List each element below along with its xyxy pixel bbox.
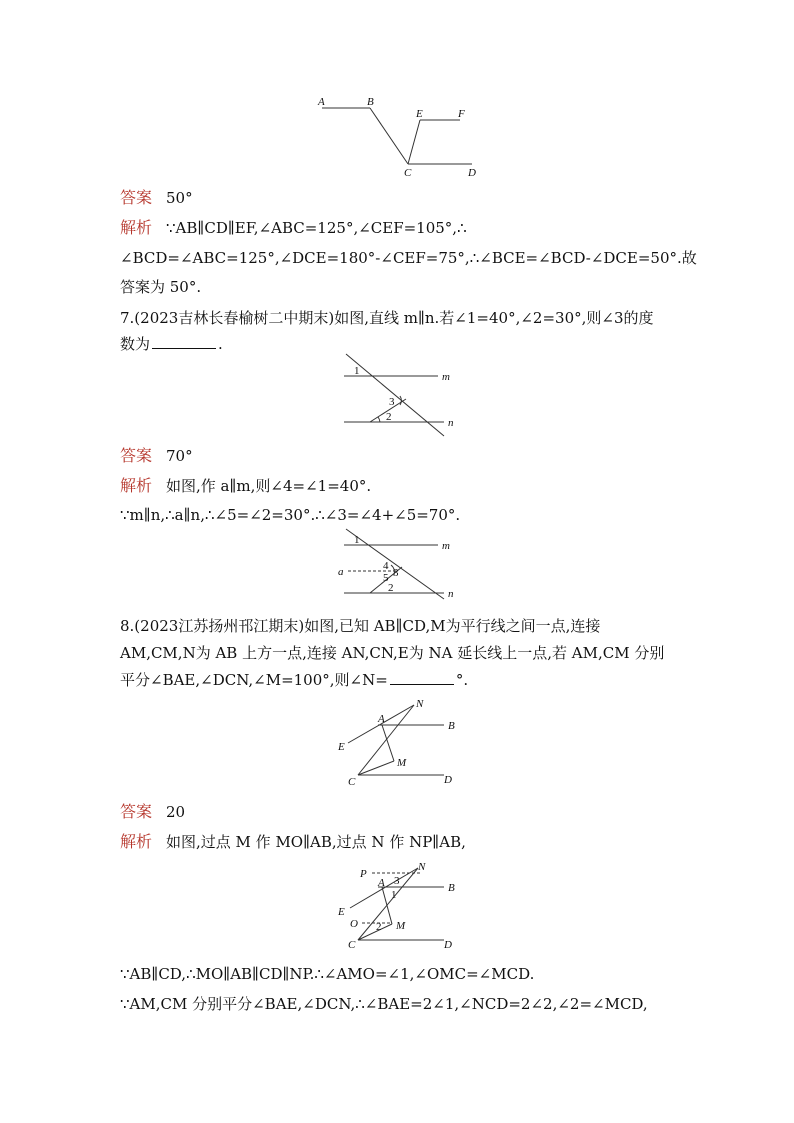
answer-value: 50°: [166, 189, 193, 207]
label-f: F: [458, 108, 465, 120]
line-m: m: [442, 371, 450, 383]
analysis-text: ∵AB∥CD∥EF,∠ABC=125°,∠CEF=105°,∴: [166, 219, 467, 237]
line-m: m: [442, 540, 450, 552]
angle-3: 3: [393, 567, 399, 579]
q8-answer: [120, 802, 185, 822]
q8-analysis-2: ∵AB∥CD,∴MO∥AB∥CD∥NP.∴∠AMO=∠1,∠OMC=∠MCD.: [120, 965, 535, 983]
label-a: A: [318, 96, 325, 108]
angle-4: 4: [383, 560, 389, 572]
figure-q8-solution: [334, 860, 464, 950]
stem-text: 数为: [120, 335, 151, 353]
answer-blank: [390, 670, 454, 685]
angle-2: 2: [386, 411, 392, 423]
label-a: A: [378, 713, 385, 725]
label-n: N: [416, 698, 424, 710]
label-d: D: [444, 774, 452, 786]
q8-stem-2: AM,CM,N为 AB 上方一点,连接 AN,CN,E为 NA 延长线上一点,若 AM,CM 分别: [120, 644, 665, 662]
line-a: a: [338, 566, 344, 578]
angle-3: 3: [389, 396, 395, 408]
angle-1: 1: [354, 365, 360, 377]
angle-2: 2: [388, 582, 394, 594]
analysis-tag: 解析: [120, 218, 153, 237]
answer-blank: [152, 334, 216, 349]
label-e: E: [338, 906, 345, 918]
angle-1: 1: [354, 534, 360, 546]
stem-end: .: [218, 335, 223, 353]
label-b: B: [448, 882, 455, 894]
label-d: D: [468, 167, 476, 179]
q8-analysis-3: ∵AM,CM 分别平分∠BAE,∠DCN,∴∠BAE=2∠1,∠NCD=2∠2,∠2=∠MCD,: [120, 995, 648, 1013]
answer-tag: 答案: [120, 188, 153, 207]
label-c: C: [348, 776, 356, 788]
q7-analysis-1: [120, 476, 371, 496]
label-c: C: [348, 939, 356, 951]
label-m: M: [397, 757, 407, 769]
label-c: C: [404, 167, 412, 179]
q8-stem-1: 8.(2023江苏扬州邗江期末)如图,已知 AB∥CD,M为平行线之间一点,连接: [120, 617, 601, 635]
q7-stem-1: 7.(2023吉林长春榆树二中期末)如图,直线 m∥n.若∠1=40°,∠2=30°,则∠3的度: [120, 309, 654, 327]
angle-3: 3: [394, 875, 400, 887]
analysis-text: 如图,过点 M 作 MO∥AB,过点 N 作 NP∥AB,: [166, 833, 466, 851]
answer-value: 70°: [166, 447, 193, 465]
figure-q7-solution: [334, 527, 470, 601]
angle-5: 5: [383, 572, 389, 584]
analysis-tag: 解析: [120, 832, 153, 851]
answer-value: 20: [166, 803, 186, 821]
angle-1: 1: [391, 889, 397, 901]
label-e: E: [338, 741, 345, 753]
q6-answer: [120, 188, 193, 208]
label-m: M: [396, 920, 406, 932]
q6-analysis-1: [120, 218, 467, 238]
label-e: E: [416, 108, 423, 120]
label-p: P: [360, 868, 367, 880]
figure-q8: [334, 695, 464, 789]
label-a: A: [378, 877, 385, 889]
q6-analysis-3: 答案为 50°.: [120, 278, 202, 296]
line-n: n: [448, 588, 454, 600]
analysis-tag: 解析: [120, 476, 153, 495]
analysis-text: 如图,作 a∥m,则∠4=∠1=40°.: [166, 477, 372, 495]
label-b: B: [367, 96, 374, 108]
q7-stem-2: [120, 334, 223, 354]
answer-tag: 答案: [120, 802, 153, 821]
label-b: B: [448, 720, 455, 732]
label-d: D: [444, 939, 452, 951]
figure-q7: [340, 350, 470, 440]
figure-parallel-lines-abcdef: [310, 92, 490, 184]
q7-answer: [120, 446, 193, 466]
q8-stem-3: [120, 670, 468, 690]
answer-tag: 答案: [120, 446, 153, 465]
stem-text: 平分∠BAE,∠DCN,∠M=100°,则∠N=: [120, 671, 388, 689]
q7-analysis-2: ∵m∥n,∴a∥n,∴∠5=∠2=30°.∴∠3=∠4+∠5=70°.: [120, 506, 461, 524]
label-o: O: [350, 918, 358, 930]
q8-analysis-1: [120, 832, 466, 852]
label-n: N: [418, 861, 426, 873]
line-n: n: [448, 417, 454, 429]
stem-end: °.: [455, 671, 469, 689]
angle-2: 2: [376, 921, 382, 933]
q6-analysis-2: ∠BCD=∠ABC=125°,∠DCE=180°-∠CEF=75°,∴∠BCE=∠BCD-∠DCE=50°.故: [120, 249, 697, 267]
